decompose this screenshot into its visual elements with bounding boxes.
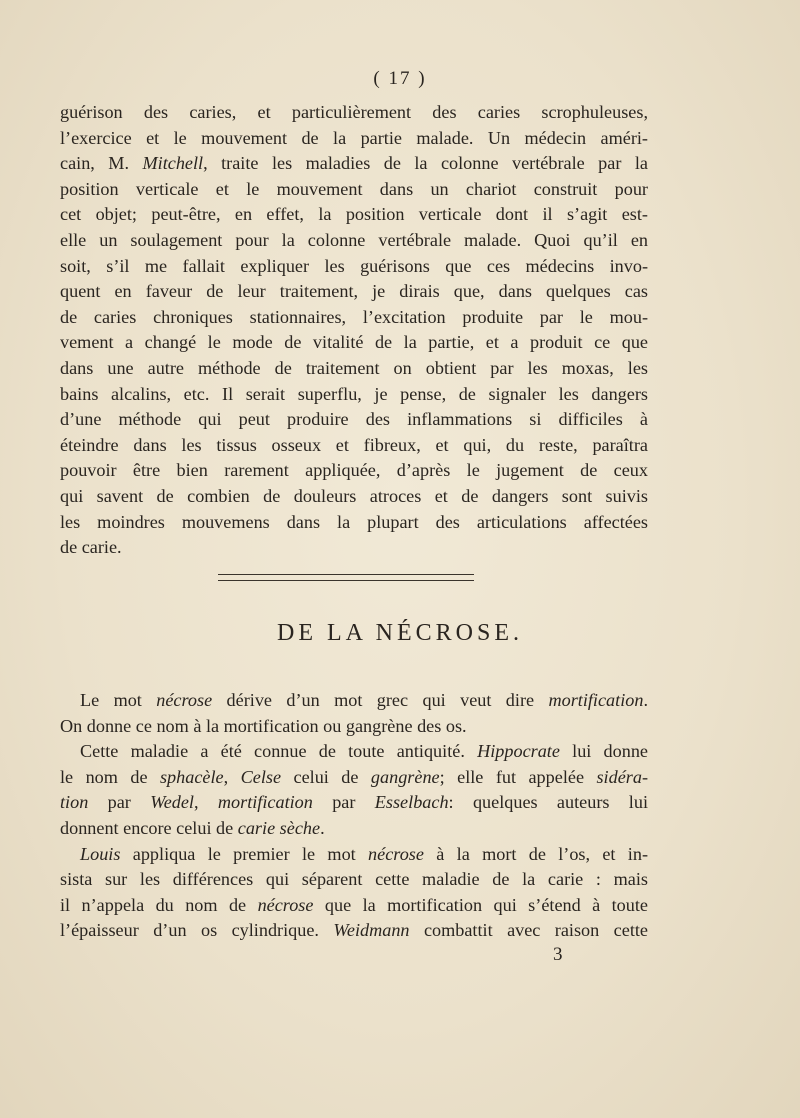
text-line — [60, 151, 648, 177]
italic-term: sphacèle — [159, 766, 224, 787]
section-divider-rule — [218, 574, 474, 581]
text-run: que la mortification qui s’étend à toute — [313, 894, 648, 915]
text-line — [60, 279, 648, 305]
text-run: position verticale et le mouvement dans un chariot construit pour — [60, 178, 648, 199]
text-line — [60, 407, 648, 433]
text-line — [60, 918, 648, 944]
text-line — [60, 893, 648, 919]
text-run: éteindre dans les tissus osseux et fibreux, et qui, du reste, paraîtra — [60, 434, 648, 455]
text-run: Cette maladie a été connue de toute antiquité. — [80, 741, 478, 762]
text-line — [60, 458, 648, 484]
text-line — [60, 790, 648, 816]
text-run: les moindres mouvemens dans la plupart des articulations affectées — [60, 511, 648, 532]
text-run: pouvoir être bien rarement appliquée, d’après le jugement de ceux — [60, 460, 648, 481]
text-line — [60, 356, 648, 382]
italic-term: mortification — [217, 792, 313, 813]
text-line — [60, 510, 648, 536]
italic-term: carie sèche — [237, 817, 321, 838]
italic-term: Celse — [240, 766, 282, 787]
text-run: , traite les maladies de la colonne vertébrale par la — [203, 153, 648, 174]
italic-term: Hippocrate — [477, 741, 560, 762]
text-line — [60, 765, 648, 791]
text-run: . — [320, 817, 325, 838]
text-line — [60, 688, 648, 714]
text-run: elle un soulagement pour la colonne vertébrale malade. Quoi qu’il en — [60, 229, 648, 250]
text-run: appliqua le premier le mot — [120, 843, 369, 864]
text-run: de caries chroniques stationnaires, l’excitation produite par le mou- — [60, 306, 648, 327]
text-run: par — [88, 792, 151, 813]
text-run: guérison des caries, et particulièrement des caries scrophuleuses, — [60, 102, 648, 122]
italic-term: nécrose — [156, 690, 213, 710]
text-line — [60, 739, 648, 765]
text-run: l’exercice et le mouvement de la partie malade. Un médecin améri- — [60, 127, 648, 148]
text-line — [60, 382, 648, 408]
text-run: combattit avec raison cette — [409, 920, 649, 941]
text-run: quent en faveur de leur traitement, je dirais que, dans quelques cas — [60, 281, 648, 302]
italic-term: mortification — [548, 690, 644, 710]
italic-term: Wedel — [150, 792, 194, 813]
text-run: qui savent de combien de douleurs atroces et de dangers sont suivis — [60, 485, 648, 506]
paragraph-caries-treatment — [60, 100, 648, 561]
text-line — [60, 254, 648, 280]
text-run: lui donne — [559, 741, 648, 762]
text-run: il n’appela du nom de — [60, 894, 258, 915]
text-run: , — [194, 792, 218, 813]
text-run: , — [223, 766, 241, 787]
text-line — [60, 177, 648, 203]
text-line — [60, 305, 648, 331]
text-run: l’épaisseur d’un os cylindrique. — [60, 920, 334, 941]
text-line — [60, 330, 648, 356]
italic-term: Mitchell — [142, 153, 204, 174]
text-line — [60, 228, 648, 254]
text-run: soit, s’il me fallait expliquer les guérisons que ces médecins invo- — [60, 255, 648, 276]
text-run: Le mot — [80, 690, 157, 710]
text-run: sista sur les différences qui séparent cette maladie de la carie : mais — [60, 869, 648, 890]
text-run: ; elle fut appelée — [439, 766, 597, 787]
signature-mark: 3 — [553, 944, 563, 965]
text-line — [60, 714, 648, 740]
text-run: bains alcalins, etc. Il serait superflu, je pense, de signaler les dangers — [60, 383, 648, 404]
text-line — [60, 535, 648, 561]
text-run: donnent encore celui de — [60, 817, 238, 838]
text-line — [60, 842, 648, 868]
text-run: On donne ce nom à la mortification ou gangrène des os. — [60, 715, 467, 736]
italic-term: Weidmann — [333, 920, 410, 941]
text-run: dans une autre méthode de traitement on obtient par les moxas, les — [60, 357, 648, 378]
text-run: d’une méthode qui peut produire des inflammations si difficiles à — [60, 409, 648, 430]
text-run: : quelques auteurs lui — [448, 792, 648, 813]
italic-term: nécrose — [257, 894, 314, 915]
text-run: vement a changé le mode de vitalité de la partie, et a produit ce que — [60, 332, 648, 353]
text-run: cet objet; peut-être, en effet, la position verticale dont il s’agit est- — [60, 204, 648, 225]
text-run: à la mort de l’os, et in- — [423, 843, 648, 864]
text-line — [60, 202, 648, 228]
text-line — [60, 816, 648, 842]
text-run: celui de — [281, 766, 371, 787]
text-run: . — [643, 690, 648, 710]
paragraph-necrose-definition — [60, 688, 648, 944]
text-run: le nom de — [60, 766, 160, 787]
italic-term: Esselbach — [374, 792, 449, 813]
italic-term: gangrène — [370, 766, 440, 787]
italic-term: sidéra- — [596, 766, 648, 787]
section-heading: DE LA NÉCROSE. — [276, 620, 523, 646]
text-line — [60, 126, 648, 152]
text-run: dérive d’un mot grec qui veut dire — [212, 690, 549, 710]
text-run: de carie. — [60, 537, 122, 558]
text-line — [60, 867, 648, 893]
text-run: par — [312, 792, 375, 813]
text-line — [60, 433, 648, 459]
italic-term: Louis — [80, 843, 121, 864]
text-line — [60, 100, 648, 126]
italic-term: tion — [60, 792, 89, 813]
italic-term: nécrose — [368, 843, 424, 864]
page-number: ( 17 ) — [373, 68, 427, 89]
text-run: cain, M. — [60, 153, 143, 174]
text-line — [60, 484, 648, 510]
